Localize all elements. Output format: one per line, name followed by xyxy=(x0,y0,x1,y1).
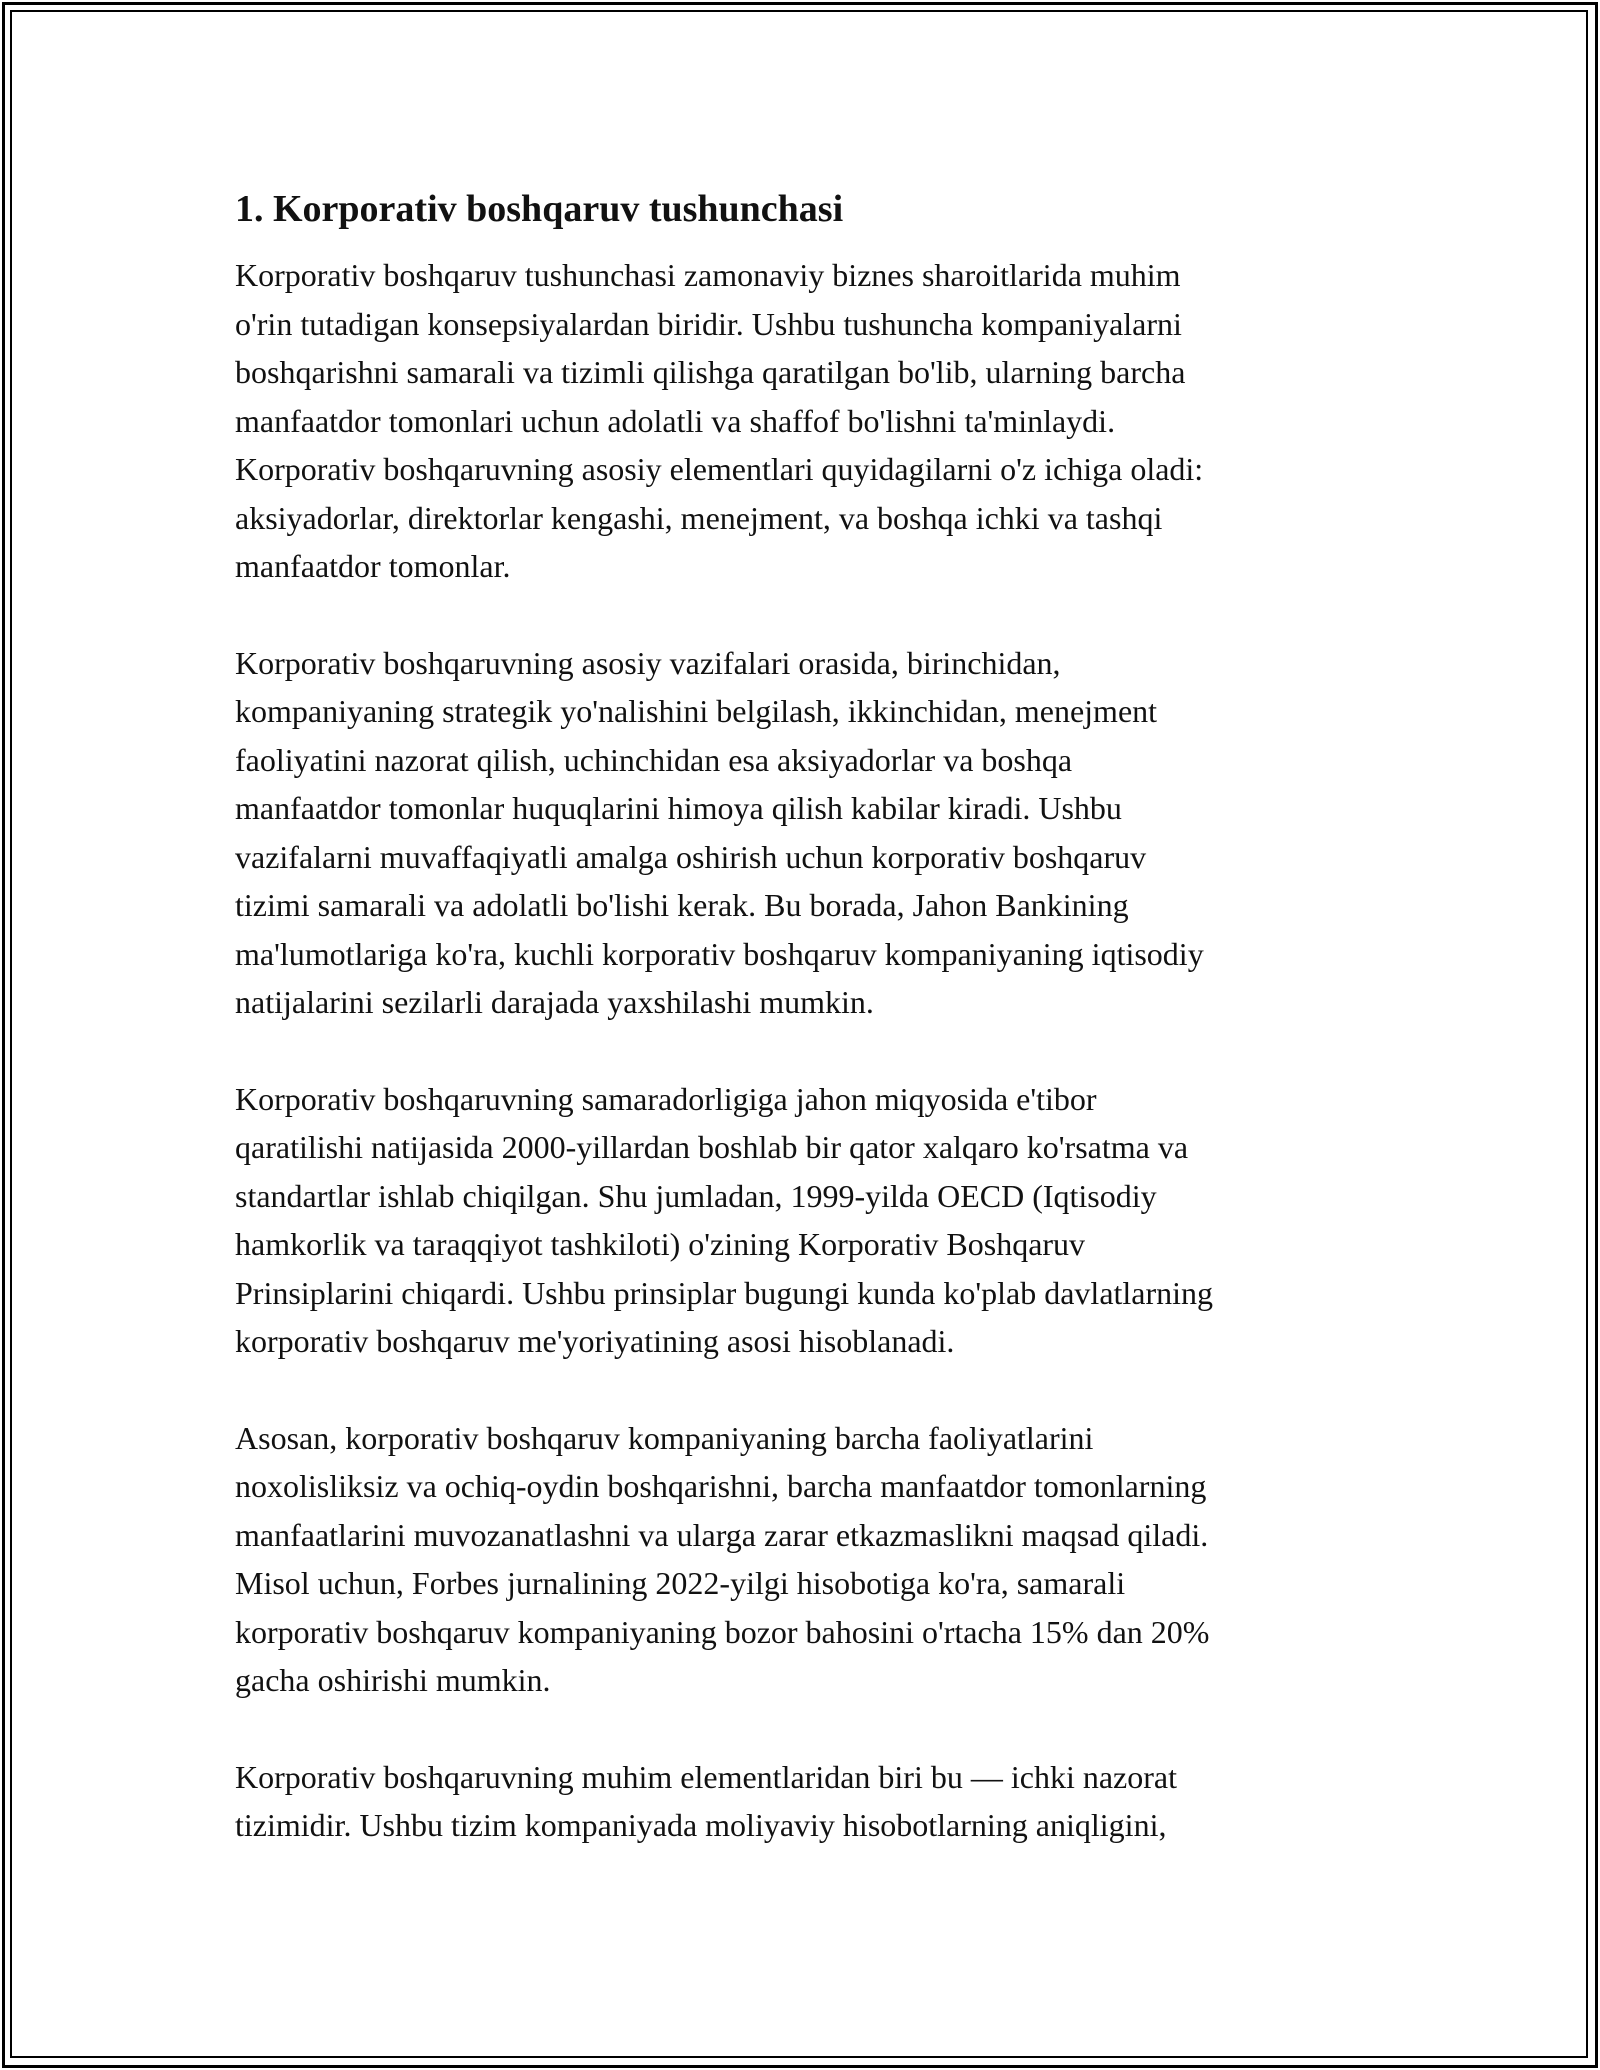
text-line: Korporativ boshqaruvning asosiy vazifalari orasida, birinchidan, xyxy=(235,644,1061,681)
text-line: manfaatlarini muvozanatlashni va ularga zarar etkazmaslikni maqsad qiladi. xyxy=(235,1516,1209,1553)
text-line: Korporativ boshqaruvning muhim elementlaridan biri bu — ichki nazorat xyxy=(235,1758,1177,1795)
text-line: Korporativ boshqaruvning asosiy elementlari quyidagilarni o'z ichiga oladi: xyxy=(235,451,1204,487)
text-line: gacha oshirishi mumkin. xyxy=(235,1662,551,1698)
section-heading: 1. Korporativ boshqaruv tushunchasi xyxy=(235,188,844,230)
text-line: tizimi samarali va adolatli bo'lishi kerak. Bu borada, Jahon Bankining xyxy=(235,887,1129,923)
paragraph-2 xyxy=(235,639,1375,1027)
paragraph-4 xyxy=(235,1414,1375,1705)
text-line: o'rin tutadigan konsepsiyalardan biridir. Ushbu tushuncha kompaniyalarni xyxy=(235,305,1182,342)
text-line: ma'lumotlariga ko'ra, kuchli korporativ boshqaruv kompaniyaning iqtisodiy xyxy=(235,935,1204,972)
text-line: noxolisliksiz va ochiq-oydin boshqarishni, barcha manfaatdor tomonlarning xyxy=(235,1468,1207,1504)
text-line: korporativ boshqaruv kompaniyaning bozor bahosini o'rtacha 15% dan 20% xyxy=(235,1613,1210,1650)
text-line: Korporativ boshqaruvning samaradorligiga jahon miqyosida e'tibor xyxy=(235,1080,1097,1117)
text-line: kompaniyaning strategik yo'nalishini belgilash, ikkinchidan, menejment xyxy=(235,693,1158,729)
paragraph-3 xyxy=(235,1075,1375,1366)
text-line: manfaatdor tomonlari uchun adolatli va shaffof bo'lishni ta'minlaydi. xyxy=(235,402,1116,439)
paragraph-5 xyxy=(235,1753,1375,1850)
text-line: Korporativ boshqaruv tushunchasi zamonaviy biznes sharoitlarida muhim xyxy=(235,257,1181,293)
document-body xyxy=(235,185,1375,1898)
text-line: manfaatdor tomonlar huquqlarini himoya qilish kabilar kiradi. Ushbu xyxy=(235,790,1122,826)
text-line: manfaatdor tomonlar. xyxy=(235,548,511,584)
text-line: Prinsiplarini chiqardi. Ushbu prinsiplar bugungi kunda ko'plab davlatlarning xyxy=(235,1274,1214,1311)
text-line: Asosan, korporativ boshqaruv kompaniyaning barcha faoliyatlarini xyxy=(235,1419,1094,1456)
text-line: aksiyadorlar, direktorlar kengashi, menejment, va boshqa ichki va tashqi xyxy=(235,499,1163,536)
text-line: korporativ boshqaruv me'yoriyatining asosi hisoblanadi. xyxy=(235,1323,955,1359)
text-line: Misol uchun, Forbes jurnalining 2022-yilgi hisobotiga ko'ra, samarali xyxy=(235,1565,1126,1601)
text-line: hamkorlik va taraqqiyot tashkiloti) o'zining Korporativ Boshqaruv xyxy=(235,1226,1086,1262)
text-line: natijalarini sezilarli darajada yaxshilashi mumkin. xyxy=(235,984,874,1020)
text-line: qaratilishi natijasida 2000-yillardan boshlab bir qator xalqaro ko'rsatma va xyxy=(235,1129,1189,1165)
paragraph-1 xyxy=(235,251,1375,591)
text-line: vazifalarni muvaffaqiyatli amalga oshirish uchun korporativ boshqaruv xyxy=(235,838,1147,875)
text-line: standartlar ishlab chiqilgan. Shu jumladan, 1999-yilda OECD (Iqtisodiy xyxy=(235,1177,1157,1214)
text-line: boshqarishni samarali va tizimli qilishga qaratilgan bo'lib, ularning barcha xyxy=(235,354,1186,390)
text-line: faoliyatini nazorat qilish, uchinchidan esa aksiyadorlar va boshqa xyxy=(235,741,1073,778)
text-line: tizimidir. Ushbu tizim kompaniyada moliyaviy hisobotlarning aniqligini, xyxy=(235,1807,1167,1843)
